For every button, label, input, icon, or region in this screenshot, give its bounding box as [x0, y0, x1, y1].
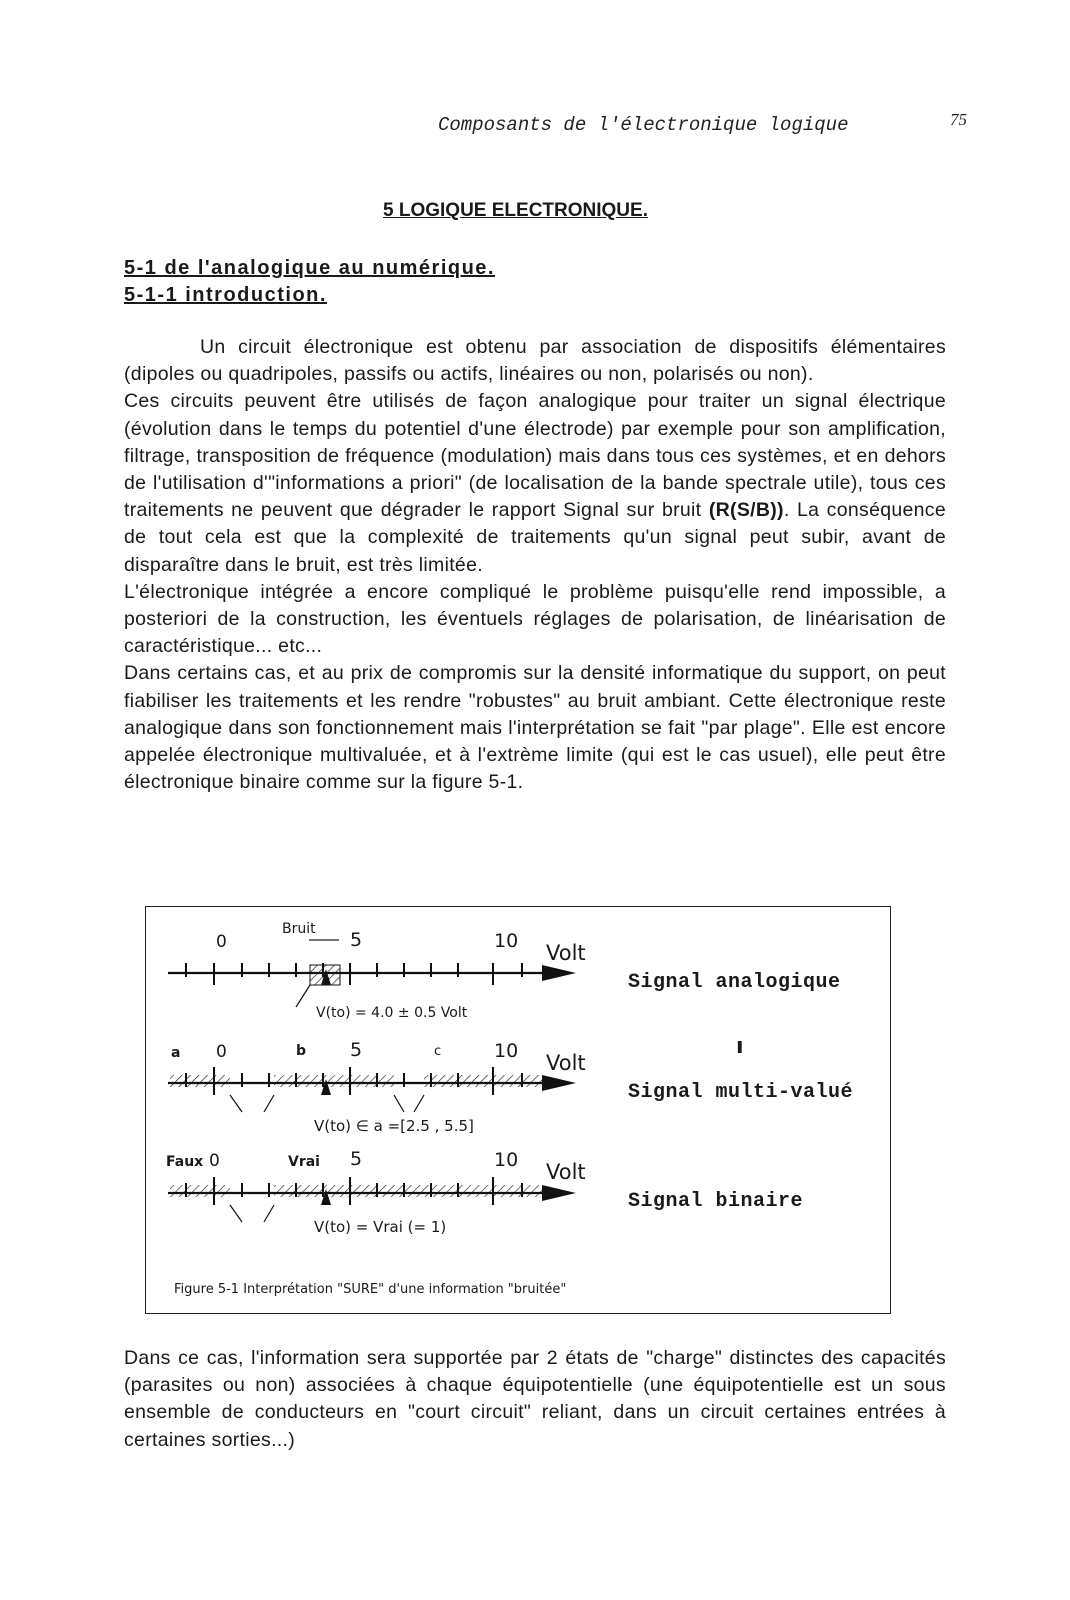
tick-label-0-row2: 0: [216, 1042, 227, 1062]
label-signal-binaire: Signal binaire: [628, 1190, 804, 1213]
paragraph-4: Dans certains cas, et au prix de compromis sur la densité informatique du support, on peut fiabiliser les traitements et les rendre "robustes" au bruit ambiant. Cette électronique reste analogique dans son fonctionnement mais l'interprétation se fait "par plage". Elle est encore appelée électronique multivaluée, et à l'extrème limite (qui est le cas usuel), elle peut être électronique binaire comme sur la figure 5-1.: [124, 662, 946, 794]
tick-label-10: 10: [494, 930, 519, 952]
axis-binary: [166, 1148, 803, 1236]
tick-label-0-row3: 0: [209, 1151, 220, 1171]
paragraph-2: [124, 388, 946, 578]
noise-label: Bruit: [282, 921, 316, 937]
page-number: 75: [950, 110, 967, 129]
subsection-heading-5-1: 5-1 de l'analogique au numérique.: [124, 257, 495, 279]
paragraph-3: L'électronique intégrée a encore compliqué le problème puisqu'elle rend impossible, a posteriori de la construction, les éventuels réglages de polarisation, de linéarisation de caractéristique... etc...: [124, 580, 946, 658]
multivalued-formula: V(to) ∈ a =[2.5 , 5.5]: [314, 1117, 474, 1135]
divider-mark: ı: [736, 1034, 744, 1059]
running-title: Composants de l'électronique logique: [438, 114, 849, 136]
axis-arrowhead: [542, 965, 576, 981]
paragraph-2-start: Ces circuits peuvent être utilisés de façon analogique pour traiter un signal électrique (évolution dans le temps du potentiel d'une électrode) par exemple pour son amplification, filtrage, transposition de fréquence (modulation) mais dans tous ces systèmes, et en dehors de l'utilisation d'"informations a priori" (de localisation de la bande spectrale utile), tous ces traitements ne peuvent que dégrader le rapport Signal sur bruit: [124, 390, 946, 522]
figure-5-1: [145, 906, 891, 1314]
analog-formula: V(to) = 4.0 ± 0.5 Volt: [316, 1005, 468, 1021]
figure-diagram: [146, 907, 892, 1315]
paragraph-2-end: . La conséquence de tout cela est que la complexité de traitements qu'un signal peut subir, avant de disparaître dans le bruit, est très limitée.: [124, 499, 946, 576]
tick-label-10-row2: 10: [494, 1040, 519, 1062]
label-signal-multi-value: Signal multi-valué: [628, 1081, 854, 1104]
unit-label-volt-row3: Volt: [546, 1160, 586, 1184]
zone-b-label: b: [296, 1043, 307, 1059]
section-title: 5 LOGIQUE ELECTRONIQUE.: [383, 200, 648, 221]
axis-analog: [168, 921, 841, 1021]
closing-body-text: [124, 1345, 946, 1454]
figure-caption: Figure 5-1 Interprétation "SURE" d'une information "bruitée": [174, 1282, 567, 1297]
tick-label-0: 0: [216, 932, 227, 952]
tick-label-5: 5: [350, 929, 363, 951]
main-body-text: [124, 334, 946, 796]
zone-a-label: a: [171, 1045, 181, 1061]
tick-label-10-row3: 10: [494, 1149, 519, 1171]
binary-formula: V(to) = Vrai (= 1): [314, 1218, 447, 1236]
snr-notation: (R(S/B)): [708, 499, 784, 522]
false-label: Faux: [166, 1154, 204, 1170]
tick-label-5-row3: 5: [350, 1148, 363, 1170]
unit-label-volt: Volt: [546, 941, 586, 965]
axis-multivalued: [168, 1039, 853, 1135]
tick-label-5-row2: 5: [350, 1039, 363, 1061]
paragraph-1: Un circuit électronique est obtenu par association de dispositifs élémentaires (dipoles ou quadripoles, passifs ou actifs, linéaires ou non, polarisés ou non).: [124, 336, 946, 386]
unit-label-volt-row2: Volt: [546, 1051, 586, 1075]
true-label: Vrai: [288, 1154, 320, 1170]
subsection-heading-5-1-1: 5-1-1 introduction.: [124, 284, 327, 306]
label-signal-analogique: Signal analogique: [628, 971, 841, 994]
paragraph-5: Dans ce cas, l'information sera supportée par 2 états de "charge" distinctes des capacités (parasites ou non) associées à chaque équipotentielle (une équipotentielle est un sous ensemble de conducteurs en "court circuit" reliant, dans un circuit certaines entrées à certaines sorties...): [124, 1347, 946, 1451]
zone-c-label: c: [434, 1044, 442, 1059]
